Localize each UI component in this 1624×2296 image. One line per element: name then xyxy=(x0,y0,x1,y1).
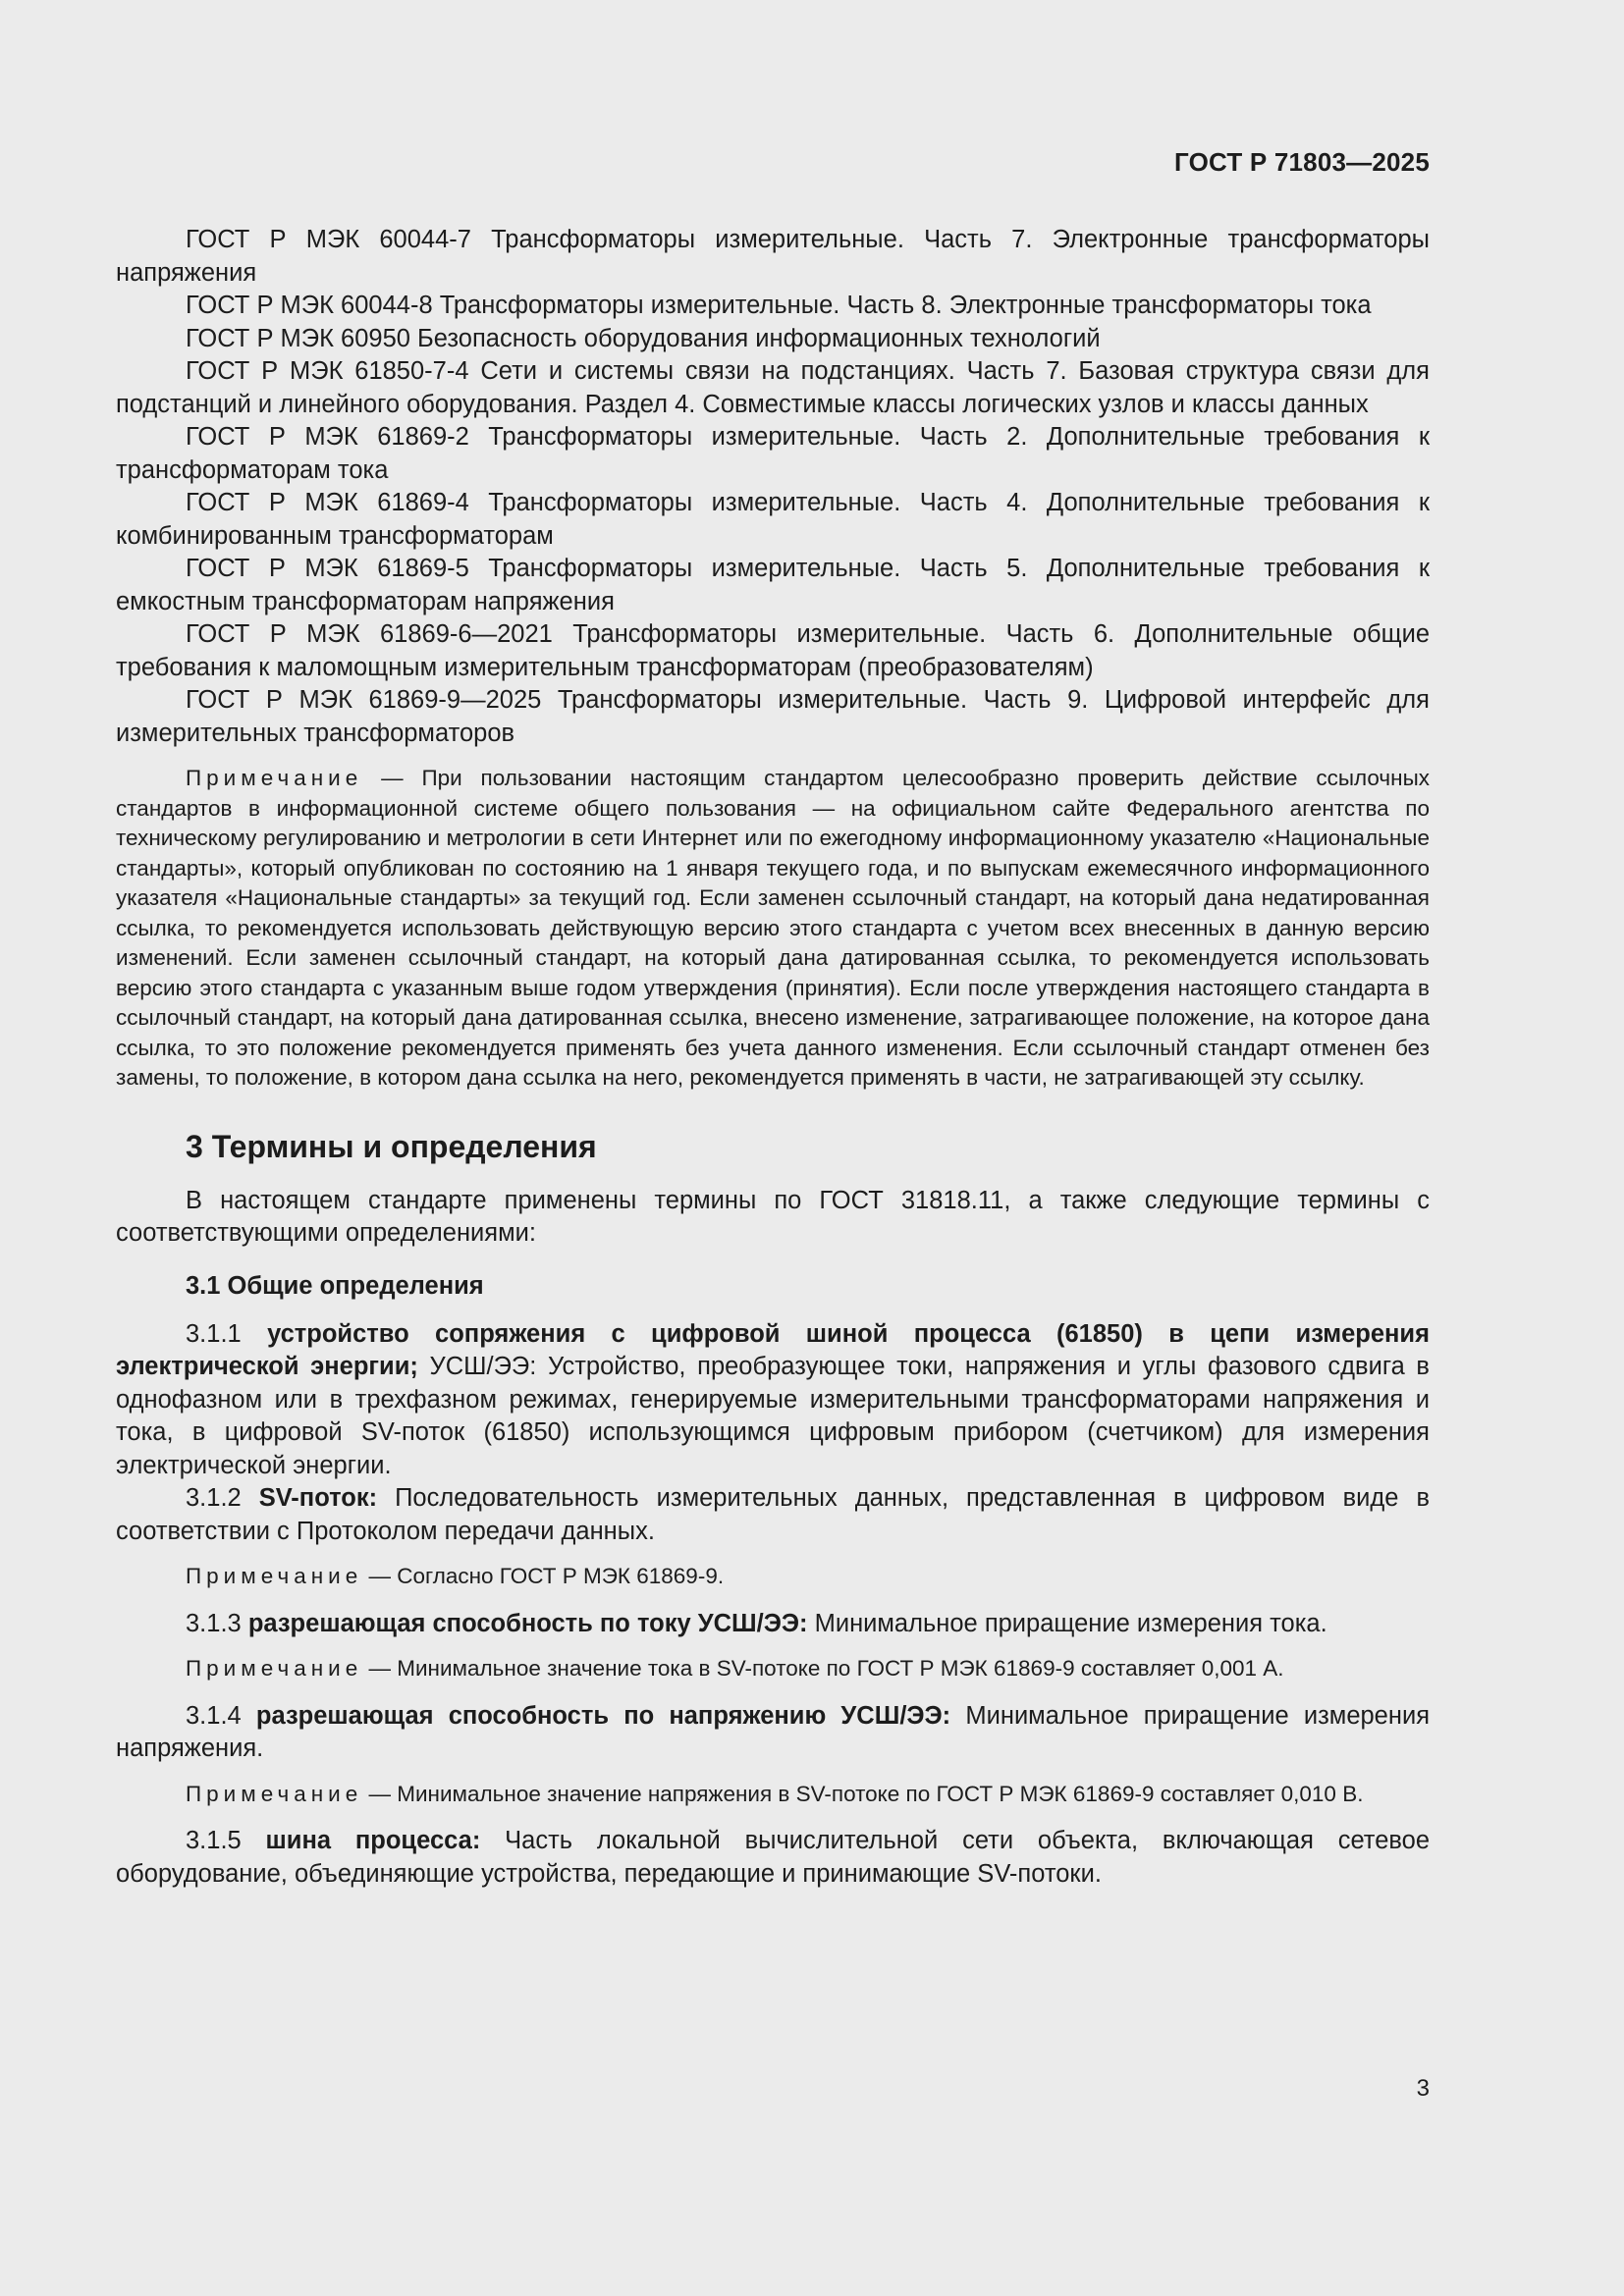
term-name: устройство сопряжения с цифровой шиной процесса (61850) в цепи измерения электрической энергии; xyxy=(116,1319,1430,1380)
term-definition: Часть локальной вычислительной сети объекта, включающая сетевое оборудование, объединяющие устройства, передающие и принимающие SV-потоки. xyxy=(116,1827,1430,1888)
term-number: 3.1.3 xyxy=(186,1609,242,1637)
term-3-1-2 xyxy=(116,1482,1430,1548)
term-3-1-2-note xyxy=(116,1562,1430,1592)
term-3-1-4 xyxy=(116,1700,1430,1766)
section-intro: В настоящем стандарте применены термины по ГОСТ 31818.11, а также следующие термины с соответствующими определениями: xyxy=(116,1186,1430,1247)
reference-item: ГОСТ Р МЭК 61869-4 Трансформаторы измерительные. Часть 4. Дополнительные требования к комбинированным трансформаторам xyxy=(116,489,1430,550)
reference-item: ГОСТ Р МЭК 61869-5 Трансформаторы измерительные. Часть 5. Дополнительные требования к емкостным трансформаторам напряжения xyxy=(116,555,1430,615)
page-number: 3 xyxy=(1416,2075,1430,2102)
term-name: разрешающая способность по току УСШ/ЭЭ: xyxy=(247,1609,808,1637)
note-text: — При пользовании настоящим стандартом целесообразно проверить действие ссылочных стандартов в информационной системе общего пользования — на официальном сайте Федерального агентства по техническому регулированию и метрологии в сети Интернет или по ежегодному информационному указателю «Национальные стандарты», который опубликован по состоянию на 1 января текущего года, и по выпускам ежемесячного информационного указателя «Национальные стандарты» за текущий год. Если заменен ссылочный стандарт, на который дана недатированная ссылка, то рекомендуется использовать действующую версию этого стандарта с учетом всех внесенных в данную версию изменений. Если заменен ссылочный стандарт, на который дана датированная ссылка, то рекомендуется использовать версию этого стандарта с указанным выше годом утверждения (принятия). Если после утверждения настоящего стандарта в ссылочный стандарт, на который дана датированная ссылка, внесено изменение, затрагивающее положение, на которое дана ссылка, то это положение рекомендуется применять без учета данного изменения. Если ссылочный стандарт отменен без замены, то положение, в котором дана ссылка на него, рекомендуется применять в части, не затрагивающей эту ссылку. xyxy=(116,766,1430,1090)
term-definition: Минимальное приращение измерения напряжения. xyxy=(116,1701,1430,1762)
term-number: 3.1.5 xyxy=(186,1827,242,1854)
subsection-title: 3.1 Общие определения xyxy=(186,1271,484,1300)
note-text: — Минимальное значение тока в SV-потоке по ГОСТ Р МЭК 61869-9 составляет 0,001 А. xyxy=(368,1656,1284,1681)
term-definition: УСШ/ЭЭ: Устройство, преобразующее токи, напряжения и углы фазового сдвига в однофазном или в трехфазном режимах, генерируемые измерительными трансформаторами напряжения и тока, в цифровой SV-поток (61850) использующимся цифровым прибором (счетчиком) для измерения электрической энергии. xyxy=(116,1353,1430,1479)
note-label: Примечание xyxy=(186,766,363,790)
references-note xyxy=(116,764,1430,1094)
term-definition: Последовательность измерительных данных, представленная в цифровом виде в соответствии с Протоколом передачи данных. xyxy=(116,1484,1430,1545)
document-code: ГОСТ Р 71803—2025 xyxy=(1174,147,1430,177)
term-definition: Минимальное приращение измерения тока. xyxy=(814,1609,1327,1637)
reference-item: ГОСТ Р МЭК 61869-9—2025 Трансформаторы измерительные. Часть 9. Цифровой интерфейс для измерительных трансформаторов xyxy=(116,686,1430,747)
reference-item: ГОСТ Р МЭК 60044-7 Трансформаторы измерительные. Часть 7. Электронные трансформаторы напряжения xyxy=(116,226,1430,287)
term-name: SV-поток: xyxy=(258,1484,378,1512)
note-label: Примечание xyxy=(186,1564,363,1588)
term-3-1-5 xyxy=(116,1825,1430,1891)
term-name: шина процесса: xyxy=(265,1827,481,1854)
term-3-1-1 xyxy=(116,1318,1430,1483)
term-name: разрешающая способность по напряжению УСШ/ЭЭ: xyxy=(255,1701,951,1730)
term-3-1-3 xyxy=(116,1608,1430,1641)
reference-item: ГОСТ Р МЭК 61850-7-4 Сети и системы связи на подстанциях. Часть 7. Базовая структура связи для подстанций и линейного оборудования. Раздел 4. Совместимые классы логических узлов и классы данных xyxy=(116,357,1430,418)
reference-item: ГОСТ Р МЭК 61869-2 Трансформаторы измерительные. Часть 2. Дополнительные требования к трансформаторам тока xyxy=(116,423,1430,484)
term-3-1-3-note xyxy=(116,1654,1430,1684)
reference-item: ГОСТ Р МЭК 61869-6—2021 Трансформаторы измерительные. Часть 6. Дополнительные общие требования к маломощным измерительным трансформаторам (преобразователям) xyxy=(116,620,1430,681)
note-label: Примечание xyxy=(186,1781,363,1806)
page-content xyxy=(116,224,1430,1891)
section-title: 3 Термины и определения xyxy=(186,1128,597,1164)
term-3-1-4-note xyxy=(116,1780,1430,1810)
note-label: Примечание xyxy=(186,1656,363,1681)
reference-item: ГОСТ Р МЭК 60044-8 Трансформаторы измерительные. Часть 8. Электронные трансформаторы тока xyxy=(186,292,1372,319)
note-text: — Минимальное значение напряжения в SV-потоке по ГОСТ Р МЭК 61869-9 составляет 0,010 В. xyxy=(368,1781,1364,1806)
note-text: — Согласно ГОСТ Р МЭК 61869-9. xyxy=(368,1564,725,1588)
term-number: 3.1.2 xyxy=(186,1484,242,1512)
term-number: 3.1.1 xyxy=(186,1319,242,1348)
term-number: 3.1.4 xyxy=(186,1701,242,1730)
reference-item: ГОСТ Р МЭК 60950 Безопасность оборудования информационных технологий xyxy=(186,324,1101,352)
